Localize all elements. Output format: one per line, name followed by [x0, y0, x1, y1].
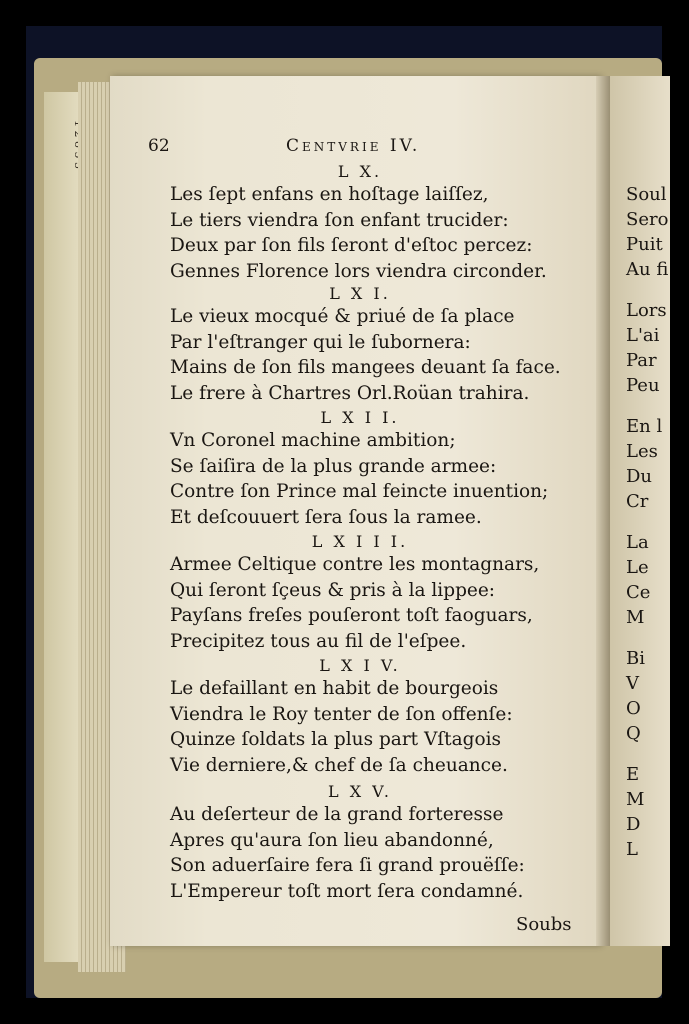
facing-line: L	[626, 839, 638, 860]
quatrain-60	[170, 162, 550, 284]
running-title: Centvrie IV.	[286, 136, 421, 156]
facing-line: Au fi	[626, 259, 669, 280]
quatrain-number: L X I.	[329, 284, 391, 303]
facing-line: Du	[626, 466, 653, 487]
facing-line: Par	[626, 350, 657, 371]
verse-line: Vn Coronel machine ambition;	[170, 430, 456, 451]
facing-line: En l	[626, 416, 663, 437]
facing-line: Peu	[626, 375, 660, 396]
verse-line: Et deſcouuert ſera ſous la ramee.	[170, 506, 482, 528]
verse-line: Son aduerſaire fera ſi grand prouëſſe:	[170, 855, 525, 876]
verse-line: Le defaillant en habit de bourgeois	[170, 678, 499, 699]
facing-line: Cr	[626, 491, 649, 512]
verse-line: Se ſaiſira de la plus grande armee:	[170, 455, 497, 477]
quatrain-number: L X I I.	[320, 408, 400, 427]
facing-page-fragments	[626, 182, 668, 862]
verse-line: Mains de ſon fils mangees deuant ſa face.	[170, 357, 561, 378]
facing-line: L'ai	[626, 325, 660, 346]
scan-background	[26, 26, 669, 998]
facing-line: O	[626, 698, 641, 719]
verse-line: Le frere à Chartres Orl.Roüan trahira.	[170, 382, 530, 404]
facing-line: D	[626, 814, 641, 835]
quatrain-number: L X I I I.	[311, 532, 409, 551]
facing-line: M	[626, 789, 645, 810]
quatrain-number: L X.	[337, 162, 383, 181]
quatrain-65	[170, 782, 550, 904]
facing-line: La	[626, 532, 649, 553]
verse-line: Qui ſeront ſçeus & pris à la lippee:	[170, 579, 496, 601]
quatrain-64	[170, 656, 550, 778]
verse-line: Viendra le Roy tenter de ſon offenſe:	[170, 703, 513, 725]
facing-line: Q	[626, 723, 641, 744]
verse-line: Les ſept enfans en hoſtage laiſſez,	[170, 184, 489, 205]
verse-line: Precipitez tous au fil de l'eſpee.	[170, 630, 467, 652]
facing-line: E	[626, 764, 640, 785]
quatrain-number: L X I V.	[319, 656, 401, 675]
facing-line: M	[626, 607, 645, 628]
quatrain-63	[170, 532, 550, 654]
quatrain-62	[170, 408, 550, 530]
facing-line: Soul	[626, 184, 667, 205]
verse-line: Par l'eſtranger qui le ſubornera:	[170, 331, 471, 353]
verse-line: Apres qu'aura ſon lieu abandonné,	[170, 829, 494, 851]
verse-line: Le tiers viendra ſon enfant trucider:	[170, 209, 509, 231]
facing-line	[626, 398, 668, 414]
verse-line: Quinze ſoldats la plus part Vſtagois	[170, 729, 502, 750]
facing-line: Le	[626, 557, 649, 578]
facing-line	[626, 746, 668, 762]
quatrain-61	[170, 284, 561, 406]
verse-line: Le vieux mocqué & priué de ſa place	[170, 306, 515, 327]
facing-line: Ce	[626, 582, 651, 603]
facing-line: Sero	[626, 209, 669, 230]
quatrain-number: L X V.	[327, 782, 393, 801]
facing-line	[626, 282, 668, 298]
facing-line: V	[626, 673, 639, 694]
verse-line: Contre ſon Prince mal feincte inuention;	[170, 481, 549, 502]
verse-line: Armee Celtique contre les montagnars,	[170, 554, 540, 575]
catchword: Soubs	[516, 914, 572, 935]
facing-line: Puit	[626, 234, 663, 255]
page-number: 62	[148, 136, 170, 156]
facing-line: Les	[626, 441, 658, 462]
facing-line	[626, 514, 668, 530]
facing-line: Lors	[626, 300, 667, 321]
verse-line: Deux par ſon fils ſeront d'eſtoc percez:	[170, 235, 533, 256]
verse-line: Payſans freſes pouſeront toſt faoguars,	[170, 605, 533, 626]
facing-line: Bi	[626, 648, 645, 669]
left-page	[110, 76, 600, 946]
verse-line: Vie derniere,& chef de ſa cheuance.	[170, 754, 508, 776]
page-header	[146, 136, 566, 158]
verse-line: Gennes Florence lors viendra circonder.	[170, 260, 547, 282]
verse-line: L'Empereur toſt mort ſera condamné.	[170, 880, 524, 902]
book-gutter	[596, 76, 610, 946]
facing-page	[610, 76, 670, 946]
facing-line	[626, 630, 668, 646]
verse-line: Au deſerteur de la grand forteresse	[170, 804, 504, 825]
